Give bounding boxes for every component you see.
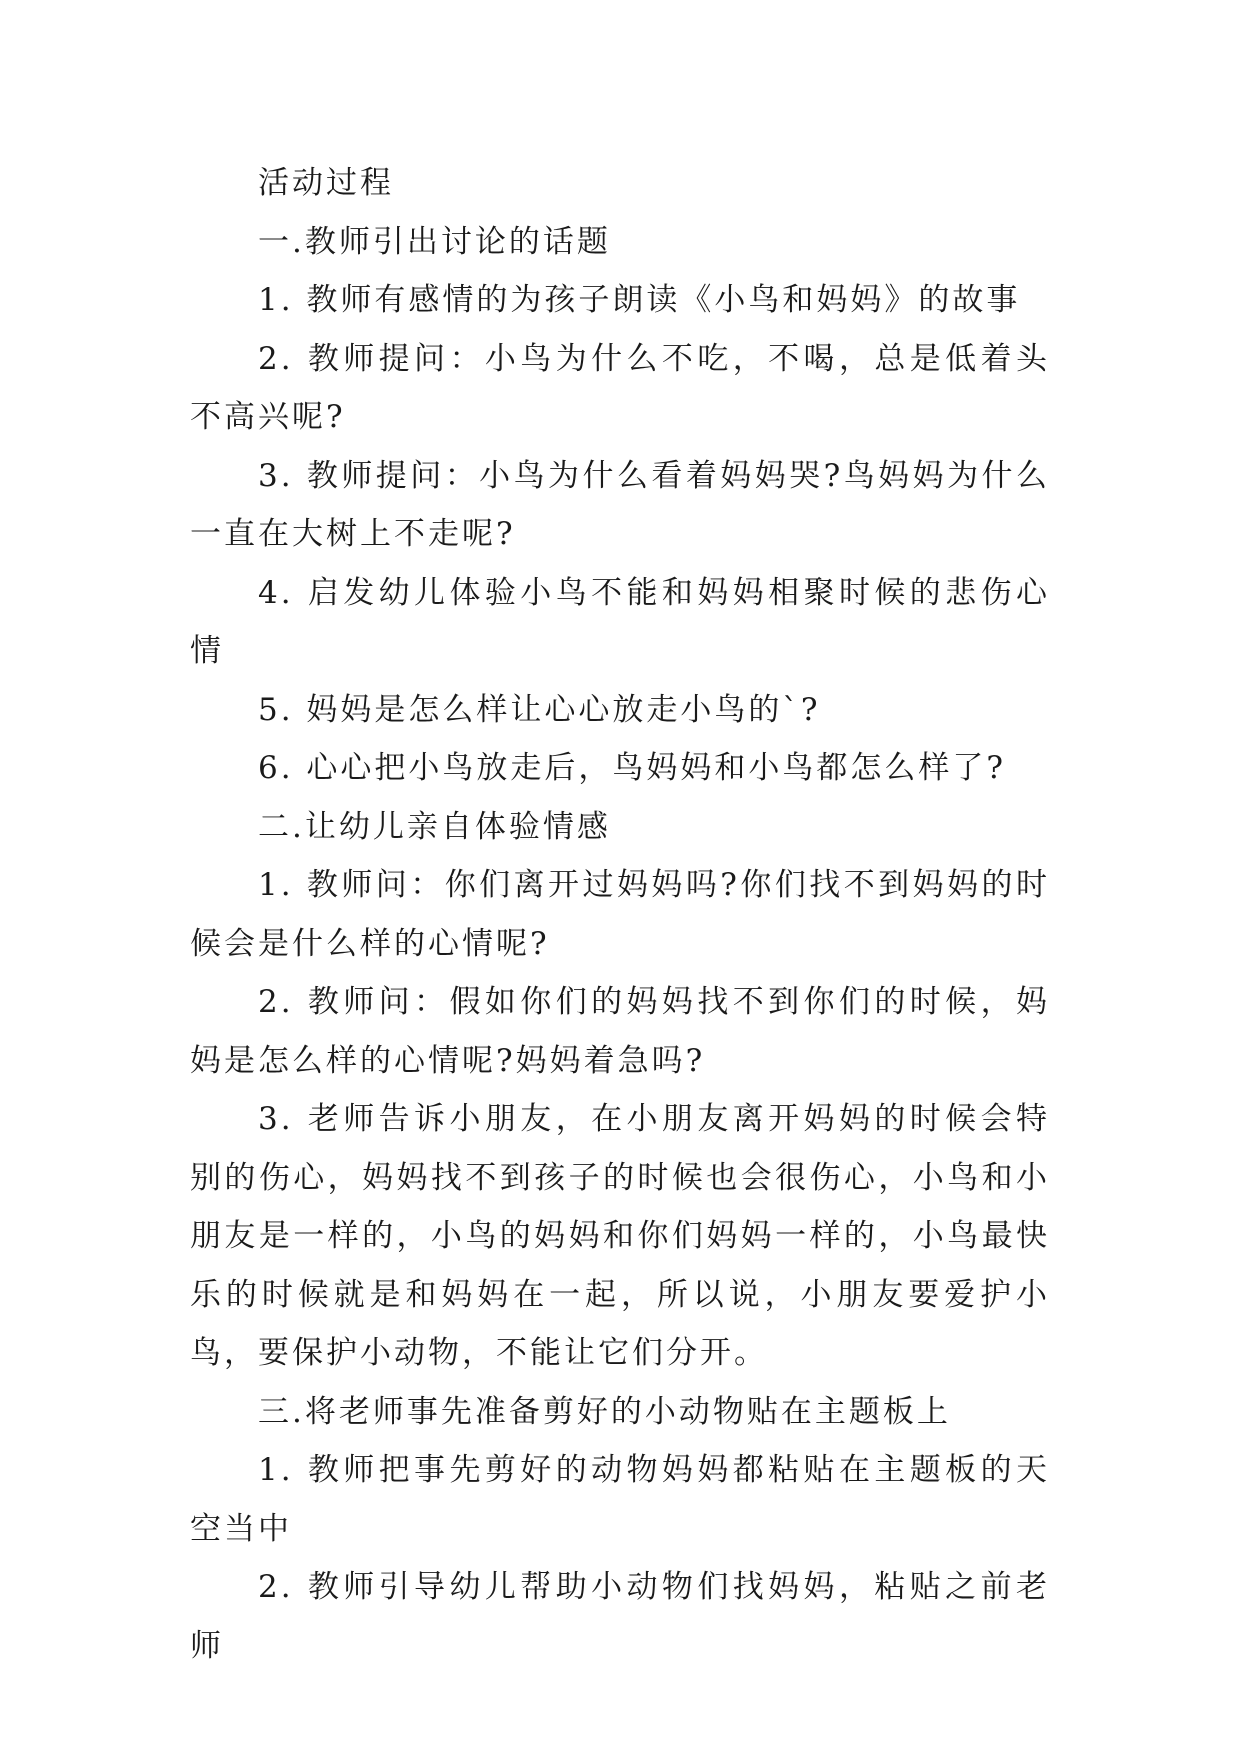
paragraph: 4. 启发幼儿体验小鸟不能和妈妈相聚时候的悲伤心情	[190, 574, 1050, 669]
section-heading-activity-process: 活动过程	[258, 165, 394, 201]
paragraph: 3. 教师提问：小鸟为什么看着妈妈哭?鸟妈妈为什么一直在大树上不走呢?	[190, 457, 1050, 552]
paragraph: 1. 教师问：你们离开过妈妈吗?你们找不到妈妈的时候会是什么样的心情呢?	[190, 867, 1050, 962]
section-heading-2: 二.让幼儿亲自体验情感	[258, 808, 611, 845]
paragraph: 6. 心心把小鸟放走后，鸟妈妈和小鸟都怎么样了?	[258, 750, 1007, 786]
section-heading-1: 一.教师引出讨论的话题	[258, 223, 611, 260]
paragraph: 2. 教师引导幼儿帮助小动物们找妈妈，粘贴之前老师	[190, 1569, 1050, 1664]
paragraph: 1. 教师把事先剪好的动物妈妈都粘贴在主题板的天空当中	[190, 1452, 1050, 1547]
paragraph: 5. 妈妈是怎么样让心心放走小鸟的`?	[258, 691, 821, 728]
paragraph: 2. 教师问：假如你们的妈妈找不到你们的时候，妈妈是怎么样的心情呢?妈妈着急吗?	[190, 984, 1050, 1079]
paragraph: 2. 教师提问：小鸟为什么不吃，不喝，总是低着头不高兴呢?	[190, 340, 1050, 435]
section-heading-3: 三.将老师事先准备剪好的小动物贴在主题板上	[258, 1393, 951, 1430]
paragraph: 3. 老师告诉小朋友，在小朋友离开妈妈的时候会特别的伤心，妈妈找不到孩子的时候也会很伤心，小鸟和小朋友是一样的，小鸟的妈妈和你们妈妈一样的，小鸟最快乐的时候就是和妈妈在一起，所以说，小朋友要爱护小鸟，要保护小动物，不能让它们分开。	[190, 1101, 1050, 1371]
paragraph: 1. 教师有感情的为孩子朗读《小鸟和妈妈》的故事	[258, 282, 1021, 318]
document-body	[190, 154, 1050, 1675]
